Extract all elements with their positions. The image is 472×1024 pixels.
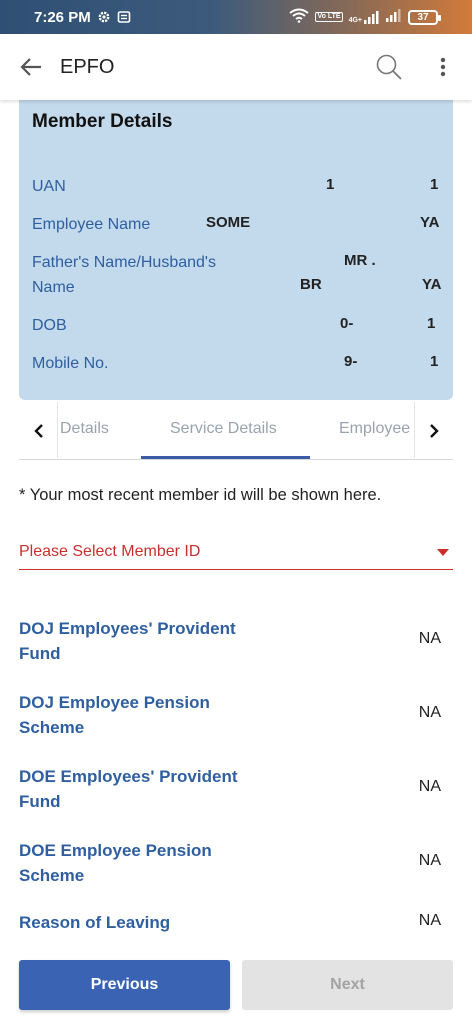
tab-divider-left: [57, 402, 58, 458]
employee-name-value-end: YA: [420, 214, 440, 231]
wifi-icon: [289, 8, 309, 27]
uan-value-end: 1: [430, 176, 439, 193]
doe-eps-label: DOE Employee Pension Scheme: [19, 841, 212, 885]
dob-label: DOB: [32, 317, 67, 334]
employee-name-label: Employee Name: [32, 216, 151, 233]
app-bar: [0, 34, 472, 100]
member-id-placeholder: Please Select Member ID: [19, 543, 201, 560]
chevron-right-icon[interactable]: [419, 416, 449, 446]
doj-eps-label: DOJ Employee Pension Scheme: [19, 693, 210, 737]
mobile-value-end: 1: [430, 353, 439, 370]
status-time: 7:26 PM: [34, 8, 91, 26]
previous-button[interactable]: Previous: [19, 960, 230, 1010]
doj-epf-row: [19, 616, 453, 666]
mobile-label: Mobile No.: [32, 355, 109, 372]
next-button[interactable]: Next: [242, 960, 453, 1010]
tab-service-details[interactable]: Service Details: [170, 420, 277, 437]
doe-eps-row: [19, 838, 453, 888]
signal-icon-2: [386, 9, 402, 26]
battery-icon: 37: [408, 10, 438, 25]
active-tab-indicator: [141, 456, 310, 459]
tab-bar: [19, 402, 453, 460]
back-arrow-icon[interactable]: [16, 52, 46, 82]
search-icon[interactable]: [372, 50, 406, 84]
notification-icon: [117, 10, 131, 24]
status-bar: [0, 0, 472, 34]
more-vert-icon[interactable]: [428, 50, 458, 84]
page-title: EPFO: [60, 55, 115, 78]
tab-employee[interactable]: Employee: [339, 420, 411, 437]
tab-divider-right: [414, 402, 415, 458]
mobile-value-start: 9-: [344, 353, 358, 370]
father-name-label: Father's Name/Husband's Name: [32, 254, 216, 296]
signal-icon: 4G+: [349, 11, 380, 24]
doj-epf-label: DOJ Employees' Provident Fund: [19, 619, 236, 663]
uan-value-start: 1: [326, 176, 335, 193]
reason-leaving-value: NA: [418, 912, 441, 929]
doj-epf-value: NA: [418, 630, 441, 647]
father-name-value-start: MR .: [344, 252, 376, 269]
doe-epf-label: DOE Employees' Provident Fund: [19, 767, 238, 811]
tab-details[interactable]: Details: [60, 420, 109, 437]
father-name-value-end: YA: [422, 276, 442, 293]
member-details-card: [19, 100, 453, 400]
doe-eps-value: NA: [418, 852, 441, 869]
reason-leaving-label: Reason of Leaving: [19, 913, 171, 932]
uan-label: UAN: [32, 178, 66, 195]
doj-eps-value: NA: [418, 704, 441, 721]
employee-name-value-start: SOME: [206, 214, 251, 231]
member-id-select[interactable]: [19, 538, 453, 570]
doj-eps-row: [19, 690, 453, 740]
doe-epf-value: NA: [418, 778, 441, 795]
father-name-value-mid: BR: [300, 276, 322, 293]
settings-gear-icon: [97, 10, 111, 24]
chevron-left-icon[interactable]: [24, 416, 54, 446]
volte-badge: Vo LTE: [317, 13, 341, 20]
dob-value-end: 1: [427, 315, 436, 332]
reason-leaving-row: [19, 910, 453, 935]
member-details-title: Member Details: [32, 111, 173, 132]
recent-member-info: * Your most recent member id will be shown here.: [19, 486, 382, 504]
dropdown-caret-icon: [437, 549, 449, 556]
dob-value-start: 0-: [340, 315, 354, 332]
doe-epf-row: [19, 764, 453, 814]
